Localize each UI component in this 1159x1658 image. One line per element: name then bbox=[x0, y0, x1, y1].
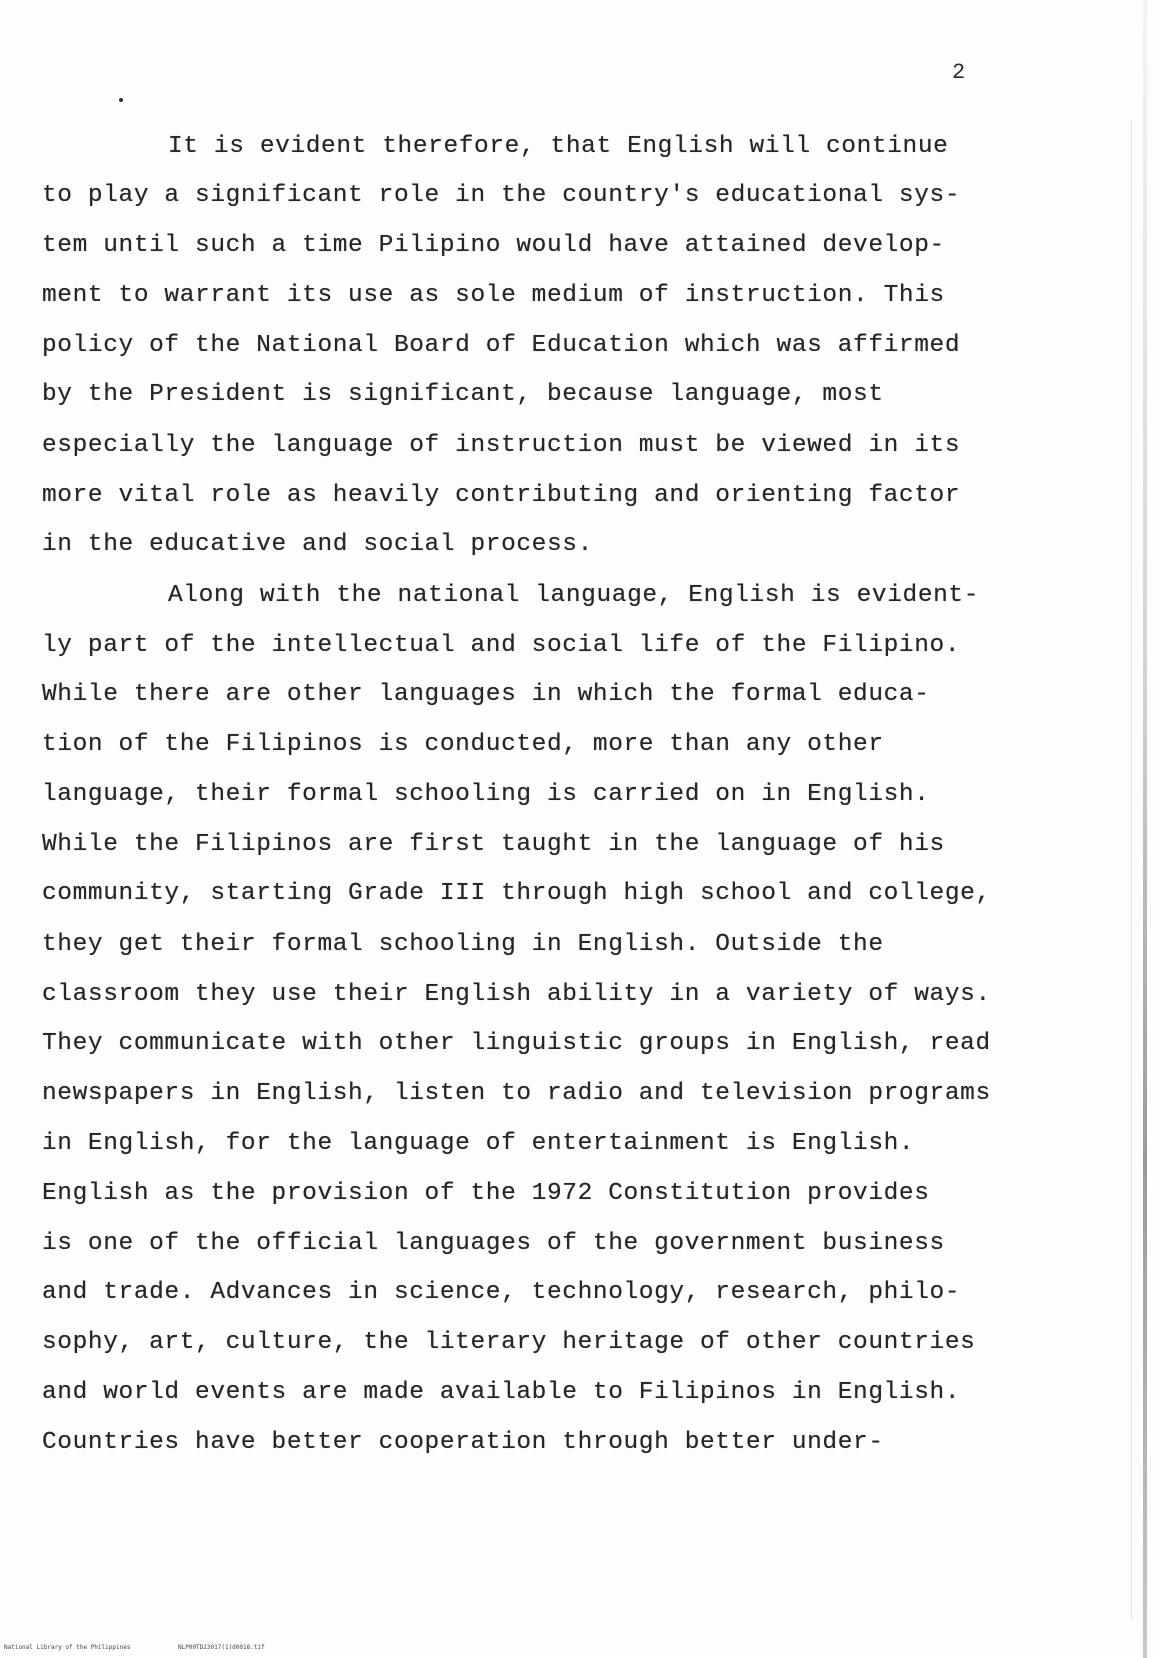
paragraph-2-line: English as the provision of the 1972 Constitution provides bbox=[42, 1180, 930, 1207]
paragraph-2-line: newspapers in English, listen to radio and television programs bbox=[42, 1080, 991, 1107]
paragraph-1-line: especially the language of instruction must be viewed in its bbox=[42, 432, 961, 459]
paragraph-1-line: ment to warrant its use as sole medium of instruction. This bbox=[42, 282, 945, 309]
paragraph-2-line: sophy, art, culture, the literary heritage of other countries bbox=[42, 1329, 976, 1356]
page-number: 2 bbox=[952, 60, 966, 85]
paragraph-2-line: While there are other languages in which the formal educa- bbox=[42, 681, 930, 708]
paragraph-1-line: tem until such a time Pilipino would have attained develop- bbox=[42, 232, 945, 259]
paragraph-1-line: It is evident therefore, that English will continue bbox=[168, 133, 949, 160]
paragraph-2-line: language, their formal schooling is carried on in English. bbox=[42, 781, 930, 808]
paragraph-1-line: policy of the National Board of Education which was affirmed bbox=[42, 332, 961, 359]
paragraph-1-line: in the educative and social process. bbox=[42, 531, 593, 558]
paragraph-2-line: They communicate with other linguistic groups in English, read bbox=[42, 1030, 991, 1057]
paragraph-2-line: Countries have better cooperation through better under- bbox=[42, 1429, 884, 1456]
paragraph-2-line: classroom they use their English ability in a variety of ways. bbox=[42, 981, 991, 1008]
paragraph-2-line: community, starting Grade III through high school and college, bbox=[42, 880, 991, 907]
paragraph-1-line: more vital role as heavily contributing and orienting factor bbox=[42, 482, 961, 509]
paragraph-2-line: While the Filipinos are first taught in the language of his bbox=[42, 831, 945, 858]
footer-file-caption: NLP00TD23017(1)d0018.tif bbox=[178, 1644, 265, 1651]
paragraph-2-line: is one of the official languages of the government business bbox=[42, 1230, 945, 1257]
scan-edge-shadow bbox=[1143, 0, 1147, 1658]
paragraph-2-line: and world events are made available to Filipinos in English. bbox=[42, 1379, 961, 1406]
paragraph-2-line: and trade. Advances in science, technology, research, philo- bbox=[42, 1279, 961, 1306]
footer-library-caption: National Library of the Philippines bbox=[4, 1644, 131, 1651]
paragraph-2-line: Along with the national language, English is evident- bbox=[168, 582, 980, 609]
paragraph-2-line: in English, for the language of entertainment is English. bbox=[42, 1130, 915, 1157]
paragraph-2-line: ly part of the intellectual and social life of the Filipino. bbox=[42, 632, 961, 659]
paragraph-1-line: by the President is significant, because language, most bbox=[42, 381, 884, 408]
scan-page-edge bbox=[1117, 0, 1159, 1658]
paragraph-2-line: they get their formal schooling in English. Outside the bbox=[42, 931, 884, 958]
scan-edge-line bbox=[1131, 120, 1132, 1620]
scan-speck bbox=[119, 98, 123, 102]
paragraph-1-line: to play a significant role in the country's educational sys- bbox=[42, 182, 961, 209]
paragraph-2-line: tion of the Filipinos is conducted, more than any other bbox=[42, 731, 884, 758]
